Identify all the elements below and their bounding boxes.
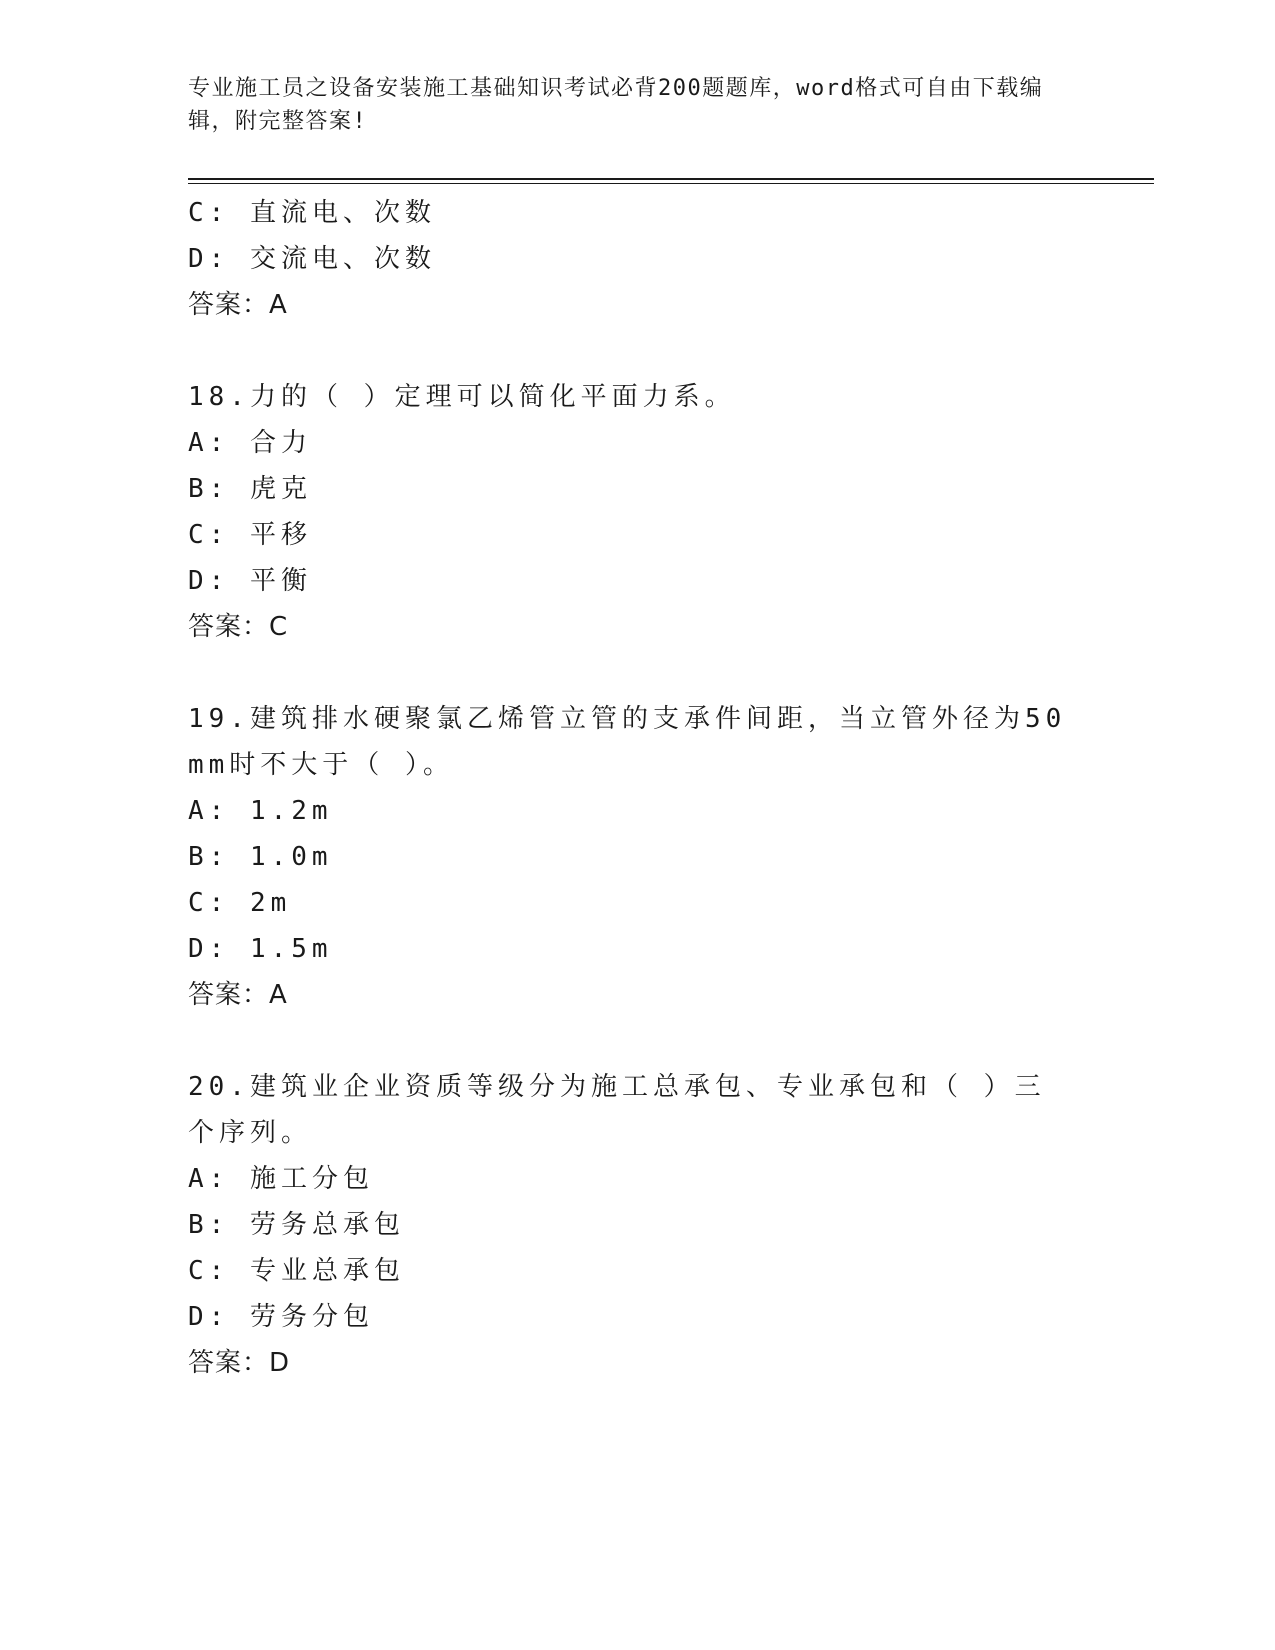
question-17-partial — [188, 190, 1068, 328]
option-b: B: 劳务总承包 — [188, 1210, 405, 1240]
header-divider-thin — [188, 183, 1154, 184]
question-20 — [188, 1064, 1068, 1386]
question-list — [188, 190, 1068, 1386]
answer-label: 答案：C — [188, 612, 289, 642]
option-c: C: 平移 — [188, 520, 312, 550]
spacer — [188, 650, 1068, 696]
answer-label: 答案：D — [188, 1348, 291, 1378]
question-18 — [188, 374, 1068, 650]
option-a: A: 施工分包 — [188, 1164, 374, 1194]
option-d: D: 平衡 — [188, 566, 312, 596]
option-b: B: 虎克 — [188, 474, 312, 504]
option-d: D: 交流电、次数 — [188, 244, 436, 274]
option-b: B: 1.0m — [188, 842, 333, 872]
question-title: 20.建筑业企业资质等级分为施工总承包、专业承包和（ ）三个序列。 — [188, 1072, 1046, 1148]
answer-label: 答案：A — [188, 980, 288, 1010]
option-c: C: 直流电、次数 — [188, 198, 436, 228]
header-title: 专业施工员之设备安装施工基础知识考试必背200题题库，word格式可自由下载编辑，附完整答案! — [188, 76, 1044, 134]
question-title: 19.建筑排水硬聚氯乙烯管立管的支承件间距，当立管外径为50mm时不大于（ ）。 — [188, 704, 1067, 780]
option-c: C: 专业总承包 — [188, 1256, 405, 1286]
question-title: 18.力的（ ）定理可以简化平面力系。 — [188, 382, 736, 412]
header-divider-thick — [188, 178, 1154, 180]
answer-label: 答案：A — [188, 290, 288, 320]
question-19 — [188, 696, 1068, 1018]
option-a: A: 1.2m — [188, 796, 333, 826]
spacer — [188, 1018, 1068, 1064]
option-a: A: 合力 — [188, 428, 312, 458]
option-c: C: 2m — [188, 888, 292, 918]
option-d: D: 劳务分包 — [188, 1302, 374, 1332]
option-d: D: 1.5m — [188, 934, 333, 964]
spacer — [188, 328, 1068, 374]
document-header — [188, 72, 1068, 138]
